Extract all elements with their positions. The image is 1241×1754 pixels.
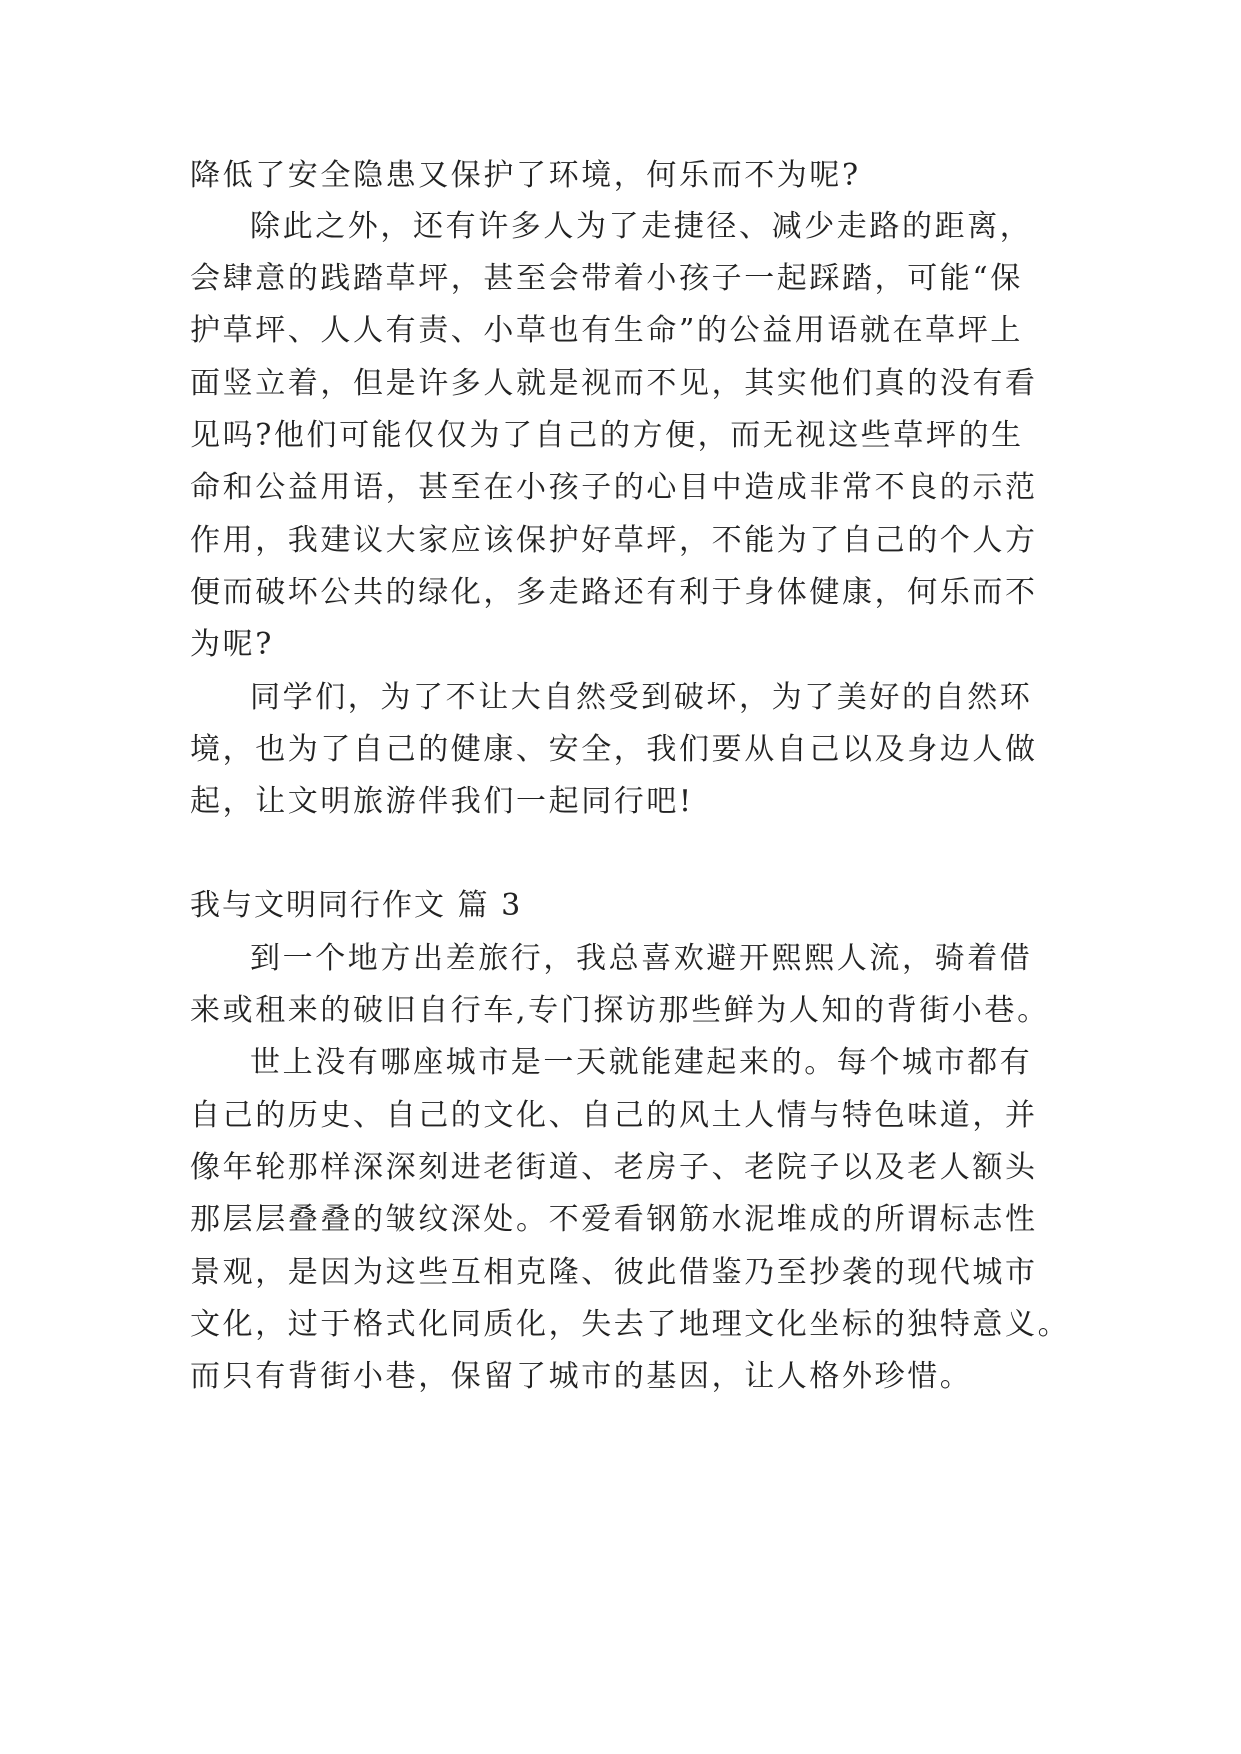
text-line: 境，也为了自己的健康、安全，我们要从自己以及身边人做 (190, 732, 1038, 767)
text-line: 自己的历史、自己的文化、自己的风土人情与特色味道，并 (190, 1098, 1038, 1133)
text-line: 同学们，为了不让大自然受到破坏，为了美好的自然环 (250, 680, 1033, 715)
text-line: 那层层叠叠的皱纹深处。不爱看钢筋水泥堆成的所谓标志性 (190, 1202, 1038, 1237)
text-line: 便而破坏公共的绿化，多走路还有利于身体健康，何乐而不 (190, 575, 1038, 610)
text-line: 来或租来的破旧自行车,专门探访那些鲜为人知的背街小巷。 (190, 993, 1050, 1028)
text-line: 作用，我建议大家应该保护好草坪，不能为了自己的个人方 (190, 523, 1038, 558)
text-line: 像年轮那样深深刻进老街道、老房子、老院子以及老人额头 (190, 1150, 1038, 1185)
text-line: 护草坪、人人有责、小草也有生命”的公益用语就在草坪上 (190, 313, 1023, 348)
text-line: 见吗?他们可能仅仅为了自己的方便，而无视这些草坪的生 (190, 418, 1024, 453)
text-line: 为呢? (190, 627, 274, 662)
text-line: 面竖立着，但是许多人就是视而不见，其实他们真的没有看 (190, 366, 1038, 401)
text-line: 起，让文明旅游伴我们一起同行吧! (190, 784, 694, 819)
text-line: 文化，过于格式化同质化，失去了地理文化坐标的独特意义。 (190, 1307, 1071, 1342)
text-line: 世上没有哪座城市是一天就能建起来的。每个城市都有 (250, 1045, 1033, 1080)
text-line: 景观，是因为这些互相克隆、彼此借鉴乃至抄袭的现代城市 (190, 1255, 1038, 1290)
text-line: 会肆意的践踏草坪，甚至会带着小孩子一起踩踏，可能“保 (190, 261, 1023, 296)
text-line: 命和公益用语，甚至在小孩子的心目中造成非常不良的示范 (190, 470, 1038, 505)
text-line: 降低了安全隐患又保护了环境，何乐而不为呢? (190, 158, 861, 193)
text-line: 到一个地方出差旅行，我总喜欢避开熙熙人流，骑着借 (250, 941, 1033, 976)
section-heading: 我与文明同行作文 篇 3 (190, 888, 523, 923)
text-line: 除此之外，还有许多人为了走捷径、减少走路的距离， (250, 209, 1033, 244)
text-line: 而只有背街小巷，保留了城市的基因，让人格外珍惜。 (190, 1359, 973, 1394)
